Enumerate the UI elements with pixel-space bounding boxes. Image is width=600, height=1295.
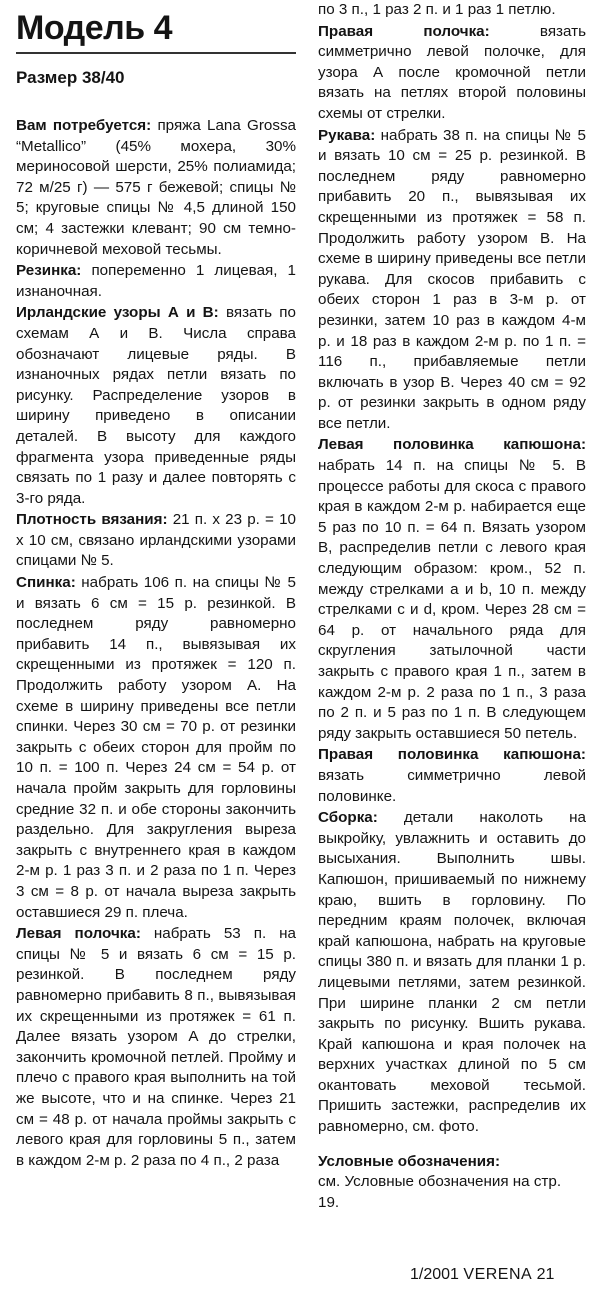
paragraph-rib (16, 261, 296, 302)
paragraph-continuation (318, 0, 586, 21)
issue-number: 1/2001 (410, 1266, 459, 1283)
legend-note (318, 1152, 586, 1214)
page-footer (410, 1266, 554, 1284)
paragraph-sleeves (318, 126, 586, 435)
paragraph-left-front (16, 924, 296, 1171)
paragraph-head: Вам потребуется: (16, 117, 152, 134)
paragraph-text: вязать симметрично левой полочке, для узора А после кромочной петли вязать на петлях второй половины схемы от стрелки. (318, 22, 586, 122)
paragraph-head: Плотность вязания: (16, 511, 168, 529)
paragraph-head: Сборка: (318, 809, 378, 827)
paragraph-text: набрать 106 п. на спицы № 5 и вязать 6 см = 15 р. резинкой. В последнем ряду равномерно прибавить 14 п., вывязывая их скрещенными из протяжек = 120 п. Продолжить работу узором А. На схеме в ширину приведены все петли спинки. Через 30 см = 70 р. от резинки закрыть с обеих сторон для пройм по 10 п. = 100 п. Через 24 см = 54 р. от начала пройм закрыть для горловины средние 32 п. и обе стороны закончить раздельно. Для закругления выреза закрыть с внутреннего края в каждом 2-м р. 1 раз 3 п. и 2 раза по 1 п. Через 3 см = 8 р. от начала выреза закрыть оставшиеся 29 п. плеча. (16, 574, 296, 921)
paragraph-text: набрать 38 п. на спицы № 5 и вязать 10 см = 25 р. резинкой. В последнем ряду равномерно прибавить 20 п., вывязывая их скрещенными из протяжек = 58 п. Продолжить работу узором В. На схеме в ширину приведены все петли рукава. Для скосов прибавить с обеих сторон 1 раз в 3-м р. от резинки, затем 10 раз в каждом 4-м р. и 18 раз в каждом 2-м р. по 1 п. = 116 п., прибавляемые петли включать в узор В. Через 40 см = 92 р. от резинки закрыть в одном ряду все петли. (318, 126, 586, 432)
paragraph-assembly (318, 808, 586, 1138)
paragraph-head: Левая полочка: (16, 925, 141, 943)
right-column (318, 0, 586, 1214)
page-title: Модель 4 (16, 9, 172, 47)
paragraph-head: Резинка: (16, 262, 82, 280)
paragraph-text: набрать 53 п. на спицы № 5 и вязать 6 см = 15 р. резинкой. В последнем ряду равномерно прибавить 8 п., вывязывая их скрещенными из протяжек = 61 п. Далее вязать узором А до стрелки, закончить кромочной петлей. Пройму и плечо с правого края выполнить на той же высоте, что и на спинке. Через 21 см = 48 р. от начала проймы закрыть с левого края для горловины 5 п., затем в каждом 2-м р. 2 раза по 4 п., 2 раза (16, 925, 296, 1169)
legend-head: Условные обозначения: (318, 1152, 501, 1170)
paragraph-text: пряжа Lana Grossa “Metallico” (45% мохера, 30% мериносовой шерсти, 25% полиамида; 72 м/25 г) — 575 г бежевой; спицы № 5; круговые спицы № 4,5 длиной 150 см; 4 застежки клевант; 90 см темно-коричневой меховой тесьмы. (16, 117, 296, 258)
paragraph-patterns (16, 303, 296, 509)
paragraph-hood-left (318, 435, 586, 744)
paragraph-text: вязать по схемам А и В. Числа справа обозначают лицевые ряды. В изнаночных рядах петли вязать по рисунку. Распределение узоров в ширину приведено в описании деталей. В высоту для каждого фрагмента узора приведенные ряды связать по 1 разу и далее повторять с 3-го ряда. (16, 304, 296, 507)
magazine-name: VERENA (463, 1266, 533, 1283)
title-underline (16, 52, 296, 54)
left-column (16, 116, 296, 1172)
paragraph-head: Правая половинка капюшона: (318, 746, 586, 764)
paragraph-head: Рукава: (318, 126, 376, 144)
paragraph-head: Правая полочка: (318, 22, 490, 40)
paragraph-head: Ирландские узоры А и В: (16, 304, 219, 322)
paragraph-text: по 3 п., 1 раз 2 п. и 1 раз 1 петлю. (318, 1, 556, 18)
paragraph-text: попеременно 1 лицевая, 1 изнаночная. (16, 262, 296, 300)
paragraph-text: вязать симметрично левой половинке. (318, 766, 586, 805)
paragraph-head: Спинка: (16, 574, 76, 592)
paragraph-materials (16, 116, 296, 260)
paragraph-text: 21 п. х 23 р. = 10 х 10 см, связано ирландскими узорами спицами № 5. (16, 511, 296, 570)
paragraph-hood-right (318, 745, 586, 807)
paragraph-right-front (318, 22, 586, 125)
page-number: 21 (536, 1266, 555, 1283)
paragraph-back (16, 573, 296, 923)
size-heading: Размер 38/40 (16, 68, 125, 87)
paragraph-gauge (16, 510, 296, 572)
paragraph-head: Левая половинка капюшона: (318, 436, 586, 454)
paragraph-text: набрать 14 п. на спицы № 5. В процессе работы для скоса с правого края в каждом 2-м р. набирается еще 5 раз по 10 п. = 64 п. Вязать узором В, распределив петли с левого края следующим образом: кром., 52 п. между стрелками а и b, 10 п. между стрелками с и d, кром. Через 28 см = 64 р. от начального ряда для скругления затылочной части закрыть с правого края 1 п., затем в каждом 2-м р. 2 раза по 1 п., 3 раза по 2 п. и 5 раз по 1 п. В следующем ряду закрыть оставшиеся 50 петель. (318, 457, 586, 742)
legend-text: см. Условные обозначения на стр. 19. (318, 1173, 562, 1211)
paragraph-text: детали наколоть на выкройку, увлажнить и оставить до высыхания. Выполнить швы. Капюшон, пришиваемый по нижнему краю, вшить в горловину. По передним краям полочек, включая край капюшона, набрать на круговые спицы 380 п. и вязать для планки 1 р. лицевыми петлями, затем резинкой. При ширине планки 2 см петли закрыть по рисунку. Вшить рукава. Край капюшона и края полочек на верхних участках длиной по 5 см окантовать меховой тесьмой. Пришить застежки, распределив их равномерно, см. фото. (318, 809, 586, 1136)
